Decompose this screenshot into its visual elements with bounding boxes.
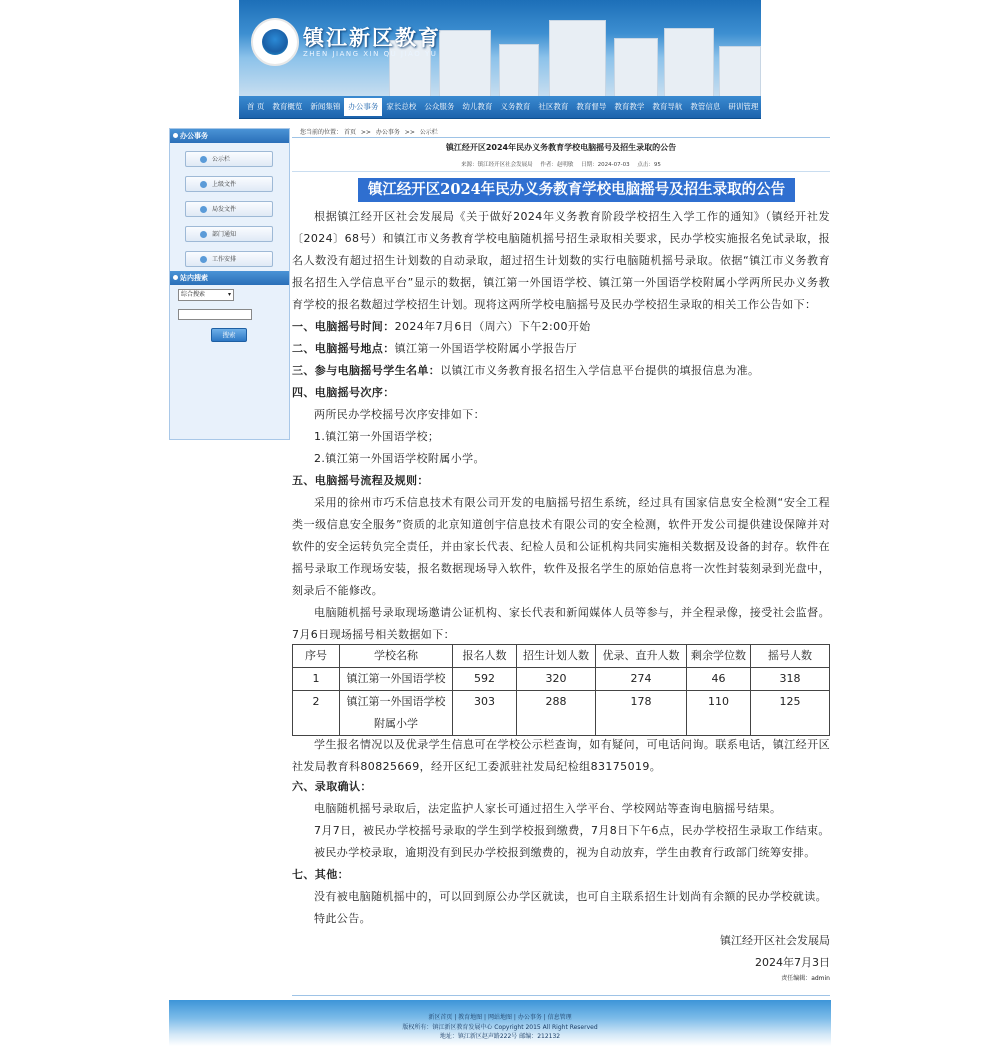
main-nav — [239, 96, 761, 119]
bullet-icon — [200, 206, 207, 213]
nav-item[interactable]: 教育教学 — [614, 102, 645, 111]
article-title: 镇江经开区2024年民办义务教育学校电脑摇号及招生录取的公告 — [445, 143, 677, 152]
sidebar-item-dept-notices[interactable] — [185, 226, 273, 242]
nav-item[interactable]: 教管信息 — [690, 102, 721, 111]
sidebar-item-bureau-docs[interactable] — [185, 201, 273, 217]
sidebar-header — [170, 129, 289, 143]
bullet-icon — [200, 231, 207, 238]
section-5-text: 学生报名情况以及优录学生信息可在学校公示栏查询，如有疑问，可电话问询。联系电话，镇江经开区社发局教育科80825669，经开区纪工委派驻社发局纪检组83175019。 — [292, 738, 830, 773]
section-7-text: 没有被电脑随机摇中的，可以回到原公办学区就读，也可自主联系招生计划尚有余额的民办学校就读。 — [314, 890, 827, 903]
lottery-data-table — [292, 644, 830, 736]
article-clicks: 点击：95 — [637, 162, 661, 168]
banner-building — [719, 46, 761, 96]
search-header — [170, 271, 289, 285]
article-headline: 镇江经开区2024年民办义务教育学校电脑摇号及招生录取的公告 — [358, 178, 795, 202]
section-text: 以镇江市义务教育报名招生入学信息平台提供的填报信息为准。 — [440, 364, 760, 377]
section-text: 镇江第一外国语学校附属小学报告厅 — [394, 342, 578, 355]
site-title: 镇江新区教育 — [303, 25, 441, 50]
nav-item[interactable]: 义务教育 — [500, 102, 531, 111]
table-cell: 303 — [453, 691, 517, 736]
section-1 — [292, 316, 830, 338]
table-cell: 318 — [751, 668, 830, 691]
table-cell: 592 — [453, 668, 517, 691]
section-5-text: 采用的徐州市巧禾信息技术有限公司开发的电脑摇号招生系统，经过具有国家信息安全检测“安全工程类一级信息安全服务”资质的北京知道创宇信息技术有限公司的安全检测，软件开发公司提供建设保障并对软件的安全运转负完全责任，并由家长代表、纪检人员和公证机构共同实施相关数据及设备的封存。软件在摇号录取工作现场安装，报名数据现场导入软件，软件及报名学生的原始信息将一次性封装刻录到光盘中，刻录后不能修改。 — [292, 496, 830, 597]
table-cell: 镇江第一外国语学校 — [340, 668, 453, 691]
section-text: 2024年7月6日（周六）下午2:00开始 — [394, 320, 591, 333]
table-cell: 46 — [687, 668, 751, 691]
search-scope-value: 综合搜索 — [181, 291, 206, 298]
table-cell: 178 — [596, 691, 687, 736]
nav-item[interactable]: 首 页 — [247, 102, 265, 111]
table-cell: 125 — [751, 691, 830, 736]
table-header: 优录、直升人数 — [596, 645, 687, 668]
table-header-row — [293, 645, 830, 668]
site-subtitle: ZHEN JIANG XIN QU JIAO YU — [303, 50, 438, 58]
table-header: 招生计划人数 — [517, 645, 596, 668]
section-4-label: 四、电脑摇号次序： — [292, 386, 395, 399]
section-6-label: 六、录取确认： — [292, 780, 372, 793]
article-source: 来源：镇江经开区社会发展局 — [461, 162, 533, 168]
breadcrumb-link-notice[interactable]: 公示栏 — [419, 129, 438, 136]
search-button[interactable]: 搜索 — [211, 328, 247, 342]
article-meta — [292, 160, 830, 172]
footer-links[interactable]: 新区首页 | 教育地图 | 网站地图 | 办公事务 | 信息管理 — [428, 1014, 572, 1021]
section-6-text: 电脑随机摇号录取后，法定监护人家长可通过招生入学平台、学校网站等查询电脑摇号结果。 — [314, 802, 782, 815]
table-cell: 1 — [293, 668, 340, 691]
bullet-icon — [173, 275, 178, 280]
logo-emblem-icon — [262, 29, 288, 55]
section-6-text: 被民办学校录取，逾期没有到民办学校报到缴费的，视为自动放弃，学生由教育行政部门统筹安排。 — [314, 846, 816, 859]
banner-building — [614, 38, 658, 96]
section-4-text: 两所民办学校摇号次序安排如下： — [314, 408, 485, 421]
nav-item[interactable]: 幼儿教育 — [462, 102, 493, 111]
bullet-icon — [200, 256, 207, 263]
nav-item[interactable]: 社区教育 — [538, 102, 569, 111]
table-cell: 288 — [517, 691, 596, 736]
banner-building — [499, 44, 539, 96]
section-5-text: 电脑随机摇号录取现场邀请公证机构、家长代表和新闻媒体人员等参与，并全程录像，接受社会监督。7月6日现场摇号相关数据如下： — [292, 606, 830, 641]
search-scope-select[interactable] — [178, 289, 234, 301]
table-header: 剩余学位数 — [687, 645, 751, 668]
footer-address: 地址：镇江新区赵声路222号 邮编：212132 — [439, 1033, 561, 1040]
table-cell: 2 — [293, 691, 340, 736]
section-4-text: 1.镇江第一外国语学校； — [314, 430, 440, 443]
sidebar-item-label: 局发文件 — [212, 206, 237, 213]
section-2 — [292, 338, 830, 360]
table-cell: 110 — [687, 691, 751, 736]
sidebar-item-work-plan[interactable] — [185, 251, 273, 267]
table-cell — [340, 691, 453, 736]
sidebar-item-notice-board[interactable] — [185, 151, 273, 167]
nav-item[interactable]: 办公事务 — [344, 98, 382, 116]
nav-item[interactable]: 新闻集锦 — [310, 102, 341, 111]
section-label: 二、电脑摇号地点： — [292, 342, 395, 355]
breadcrumb-separator: >> — [404, 129, 415, 136]
section-3 — [292, 360, 830, 382]
sidebar-title: 办公事务 — [180, 132, 208, 140]
nav-item[interactable]: 公众服务 — [424, 102, 455, 111]
nav-item[interactable]: 教育导航 — [652, 102, 683, 111]
table-header: 学校名称 — [340, 645, 453, 668]
site-logo[interactable] — [251, 18, 299, 66]
sign-date: 2024年7月3日 — [755, 956, 830, 969]
chevron-down-icon: ▾ — [227, 291, 231, 298]
intro-paragraph: 根据镇江经开区社会发展局《关于做好2024年义务教育阶段学校招生入学工作的通知》（镇经开社发〔2024〕68号）和镇江市义务教育学校电脑随机摇号招生录取相关要求，民办学校实施报名免试录取，报名人数没有超过招生计划数的自动录取，超过招生计划数的实行电脑随机摇号录取。依据“镇江市义务教育报名招生入学信息平台”显示的数据，镇江第一外国语学校、镇江第一外国语学校附属小学两所民办义务教育学校的报名数超过学校招生计划。现将这两所学校电脑摇号及民办学校招生录取的相关工作公告如下： — [292, 210, 830, 311]
breadcrumb — [292, 127, 830, 138]
content-divider — [292, 995, 830, 996]
site-banner — [239, 0, 761, 96]
nav-item[interactable]: 教育概览 — [272, 102, 303, 111]
table-cell: 320 — [517, 668, 596, 691]
school-name-line: 镇江第一外国语学校 — [346, 695, 446, 708]
responsible-editor: 责任编辑：admin — [781, 975, 830, 982]
school-name-line: 附属小学 — [374, 717, 418, 730]
table-row — [293, 668, 830, 691]
article-author: 作者：赵明敏 — [540, 162, 574, 168]
section-7-text: 特此公告。 — [314, 912, 371, 925]
section-6-text: 7月7日，被民办学校摇号录取的学生到学校报到缴费，7月8日下午6点，民办学校招生录取工作结束。 — [314, 824, 830, 837]
search-input[interactable] — [178, 309, 252, 320]
sidebar — [169, 128, 290, 440]
breadcrumb-prefix: 您当前的位置： — [300, 129, 343, 136]
banner-building — [664, 28, 714, 96]
article-date: 日期：2024-07-03 — [581, 162, 630, 168]
section-5-label: 五、电脑摇号流程及规则： — [292, 474, 429, 487]
nav-item[interactable]: 教育督导 — [576, 102, 607, 111]
sidebar-item-label: 部门通知 — [212, 231, 237, 238]
table-cell: 274 — [596, 668, 687, 691]
search-area — [170, 285, 289, 342]
sidebar-item-label: 上级文件 — [212, 181, 237, 188]
section-4-text: 2.镇江第一外国语学校附属小学。 — [314, 452, 485, 465]
nav-item[interactable]: 家长总校 — [386, 102, 417, 111]
breadcrumb-separator: >> — [360, 129, 371, 136]
bullet-icon — [173, 133, 178, 138]
section-label: 三、参与电脑摇号学生名单： — [292, 364, 441, 377]
search-title: 站内搜索 — [180, 274, 208, 282]
bullet-icon — [200, 181, 207, 188]
site-footer — [169, 1000, 831, 1046]
sign-org: 镇江经开区社会发展局 — [720, 934, 830, 947]
section-label: 一、电脑摇号时间： — [292, 320, 395, 333]
sidebar-item-label: 工作安排 — [212, 256, 237, 263]
sidebar-item-label: 公示栏 — [212, 156, 231, 163]
section-7-label: 七、其他： — [292, 868, 349, 881]
sidebar-item-superior-docs[interactable] — [185, 176, 273, 192]
table-header: 摇号人数 — [751, 645, 830, 668]
breadcrumb-link-office[interactable]: 办公事务 — [375, 129, 400, 136]
bullet-icon — [200, 156, 207, 163]
footer-copyright: 版权所有：镇江新区教育发展中心 Copyright 2015 All Right Reserved — [402, 1024, 598, 1031]
table-row — [293, 691, 830, 736]
table-header: 序号 — [293, 645, 340, 668]
nav-item[interactable]: 研训管理 — [728, 102, 759, 111]
banner-building — [549, 20, 606, 96]
banner-building — [439, 30, 491, 96]
breadcrumb-link-home[interactable]: 首页 — [343, 129, 356, 136]
table-header: 报名人数 — [453, 645, 517, 668]
